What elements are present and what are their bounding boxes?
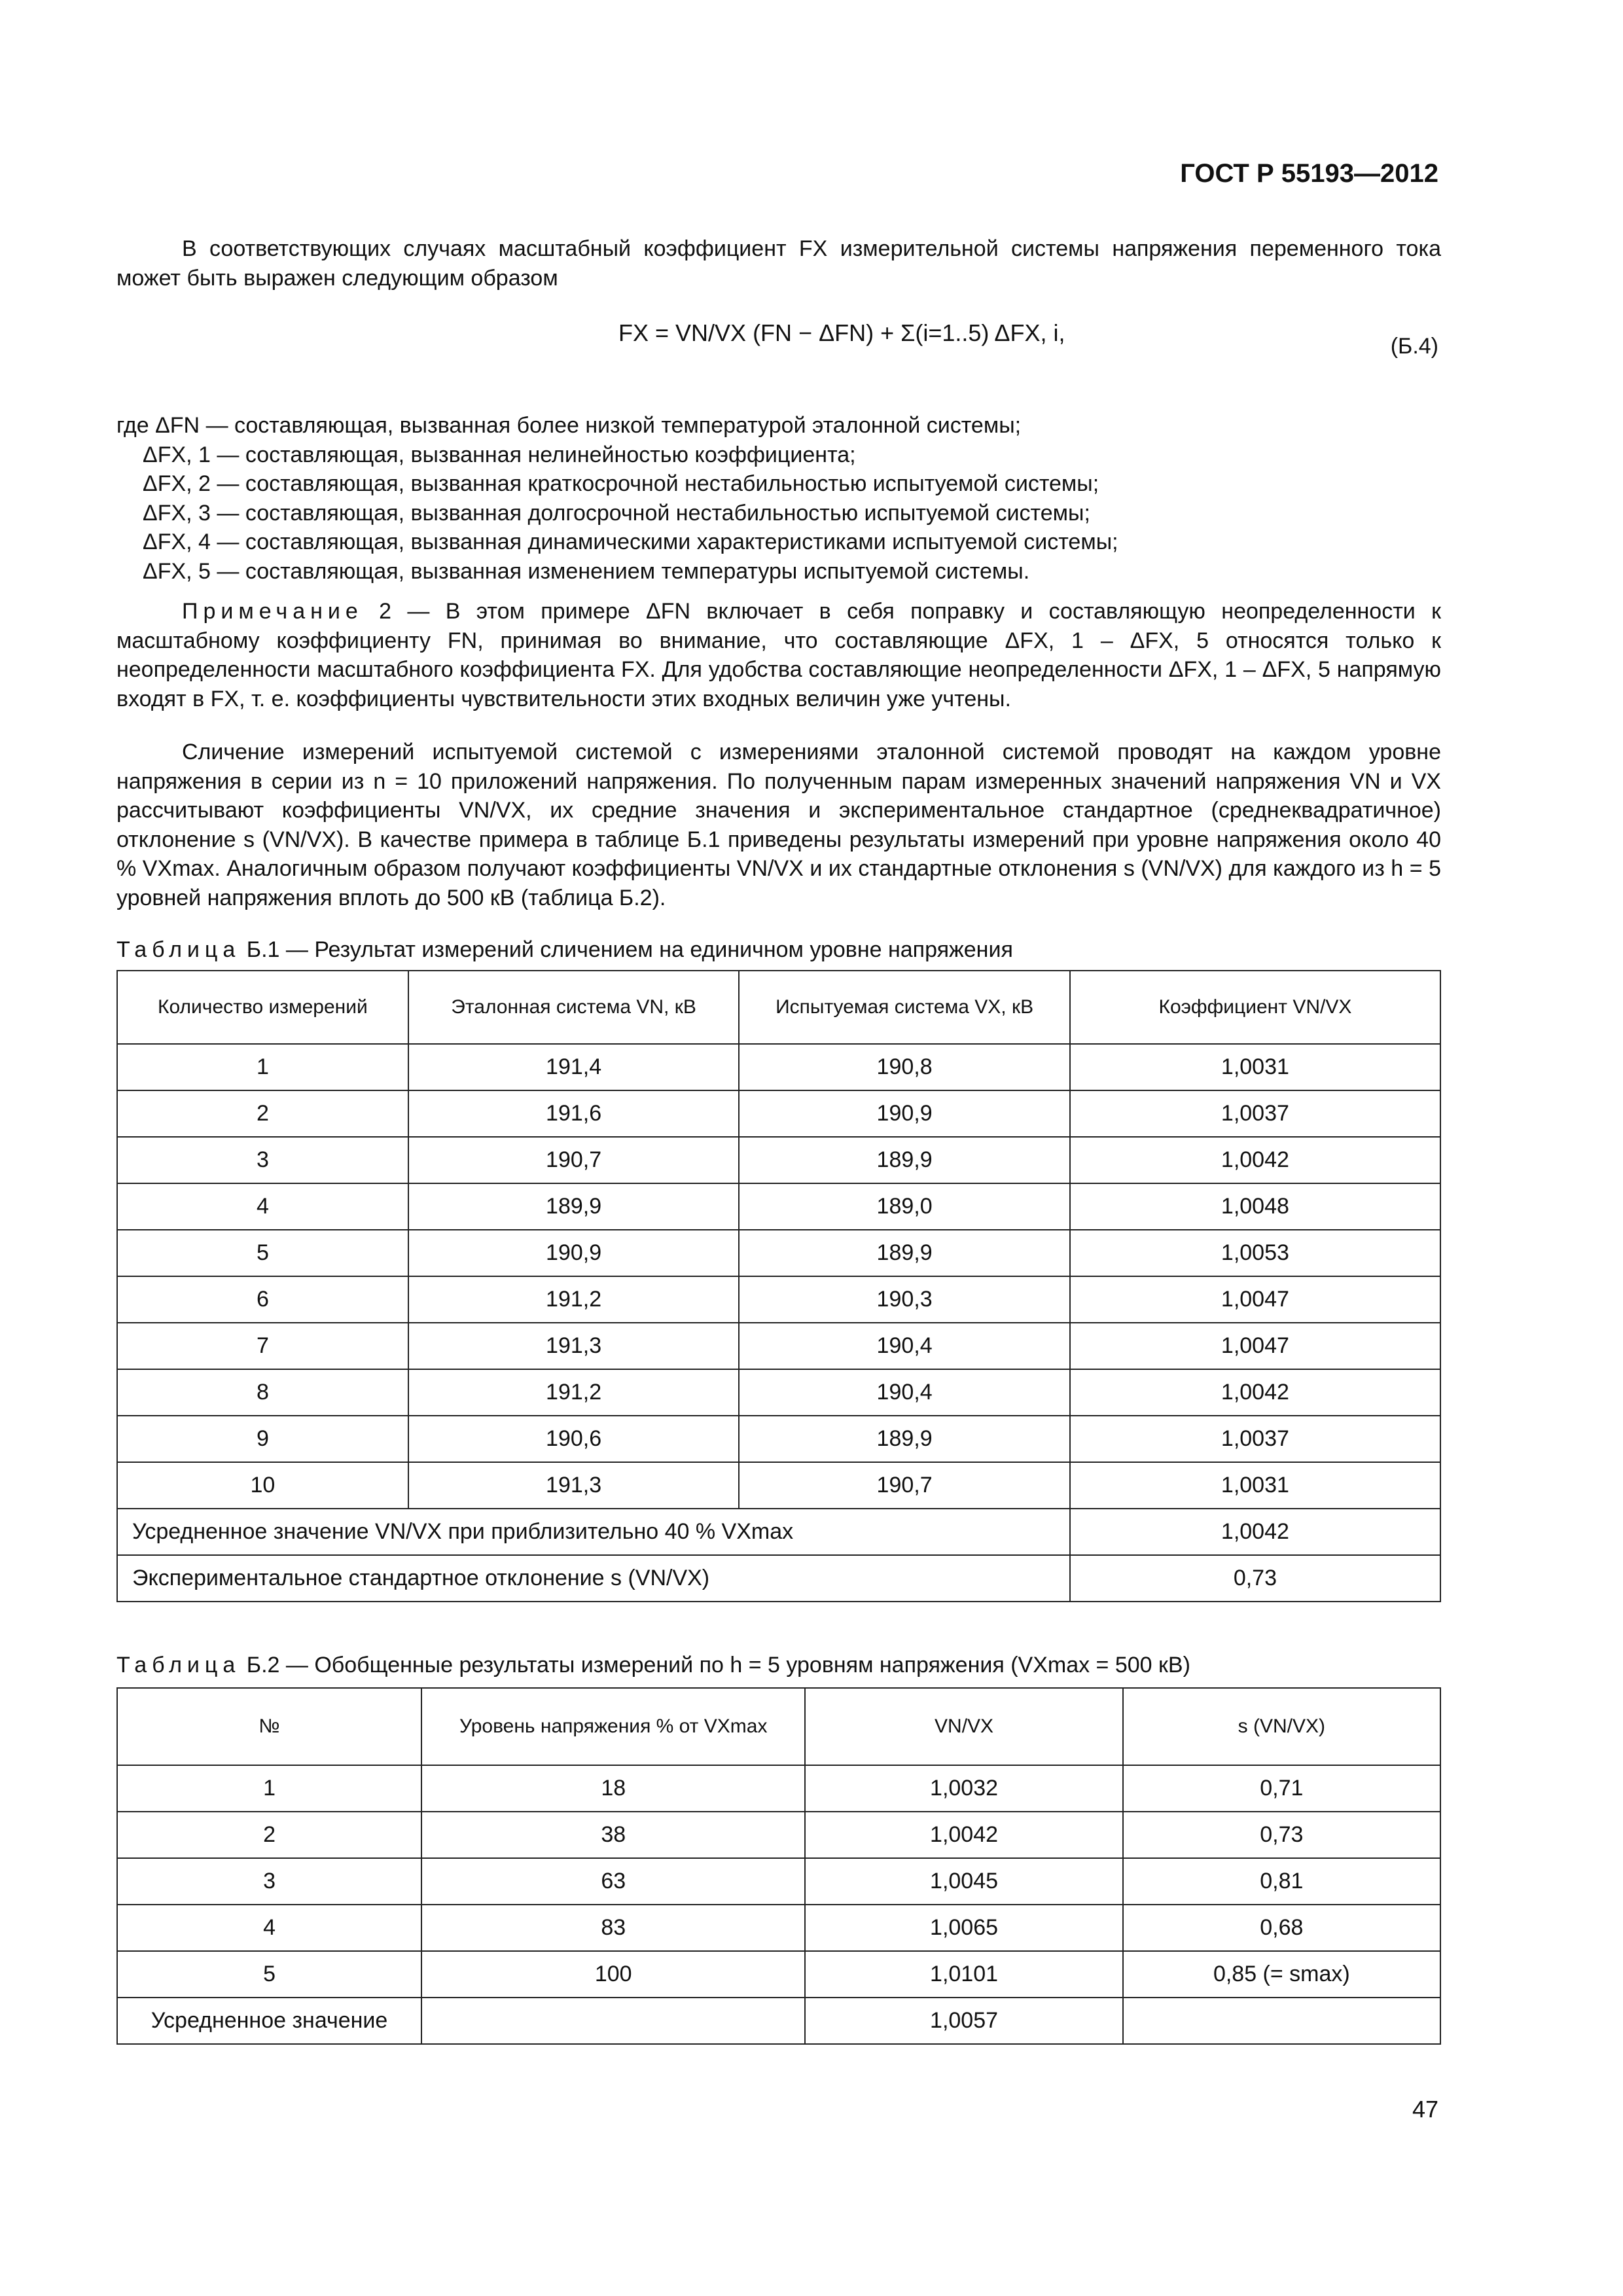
definitions-list: [116, 411, 1441, 586]
definition-item: ΔFX, 1 — составляющая, вызванная нелинейностью коэффициента;: [143, 442, 856, 467]
definition-item: где ΔFN — составляющая, вызванная более низкой температурой эталонной системы;: [116, 413, 1022, 438]
column-header: s (VN/VX): [1123, 1688, 1440, 1765]
column-header: Эталонная система VN, кВ: [408, 971, 740, 1044]
table-row: 3 63 1,0045 0,81: [117, 1858, 1440, 1905]
summary-row: Усредненное значение VN/VX при приблизительно 40 % VXmax 1,0042: [117, 1509, 1440, 1555]
column-header: Уровень напряжения % от VXmax: [421, 1688, 805, 1765]
table-row: 3 190,7 189,9 1,0042: [117, 1137, 1440, 1183]
table2-caption: Таблица Б.2 — Обобщенные результаты измерений по h = 5 уровням напряжения (VXmax = 500 кВ): [116, 1653, 1190, 1677]
table-row: 8 191,2 190,4 1,0042: [117, 1369, 1440, 1416]
column-header: Количество измерений: [117, 971, 408, 1044]
table-header-row: [117, 1688, 1440, 1765]
table-row: 5 190,9 189,9 1,0053: [117, 1230, 1440, 1276]
definition-item: ΔFX, 5 — составляющая, вызванная изменением температуры испытуемой системы.: [143, 558, 1030, 584]
note-paragraph: [116, 597, 1441, 713]
table-row: 1 191,4 190,8 1,0031: [117, 1044, 1440, 1090]
formula-b4: FX = VN/VX (FN − ΔFN) + Σ(i=1..5) ΔFX, i,: [618, 319, 1065, 346]
table-row: 9 190,6 189,9 1,0037: [117, 1416, 1440, 1462]
table-row: 7 191,3 190,4 1,0047: [117, 1323, 1440, 1369]
note-label: Примечание: [182, 599, 363, 624]
page-number: 47: [1412, 2096, 1438, 2123]
summary-row: Экспериментальное стандартное отклонение s (VN/VX) 0,73: [117, 1555, 1440, 1602]
method-paragraph: Сличение измерений испытуемой системой с измерениями эталонной системой проводят на каждом уровне напряжения в серии из n = 10 приложений напряжения. По полученным парам измеренных значений напряжения VN и VX рассчитывают коэффициенты VN/VX, их средние значения и экспериментальное стандартное (среднеквадратичное) отклонение s (VN/VX). В качестве примера в таблице Б.1 приведены результаты измерений при уровне напряжения около 40 % VXmax. Аналогичным образом получают коэффициенты VN/VX и их стандартные отклонения s (VN/VX) для каждого из h = 5 уровней напряжения вплоть до 500 кВ (таблица Б.2).: [116, 740, 1441, 910]
column-header: Коэффициент VN/VX: [1070, 971, 1440, 1044]
table-row: 6 191,2 190,3 1,0047: [117, 1276, 1440, 1323]
table-row: 5 100 1,0101 0,85 (= smax): [117, 1951, 1440, 1998]
table-row: 4 83 1,0065 0,68: [117, 1905, 1440, 1951]
document-id: ГОСТ Р 55193—2012: [1180, 159, 1438, 188]
column-header: VN/VX: [805, 1688, 1122, 1765]
table-b2: [116, 1687, 1441, 2045]
definition-item: ΔFX, 2 — составляющая, вызванная краткосрочной нестабильностью испытуемой системы;: [143, 471, 1099, 496]
table-row: 4 189,9 189,0 1,0048: [117, 1183, 1440, 1230]
column-header: Испытуемая система VX, кВ: [739, 971, 1070, 1044]
intro-paragraph: В соответствующих случаях масштабный коэффициент FX измерительной системы напряжения переменного тока может быть выражен следующим образом: [116, 236, 1441, 291]
summary-row: Усредненное значение 1,0057: [117, 1998, 1440, 2044]
table1-caption: Таблица Б.1 — Результат измерений сличением на единичном уровне напряжения: [116, 937, 1013, 962]
table-row: 10 191,3 190,7 1,0031: [117, 1462, 1440, 1509]
table-row: 2 191,6 190,9 1,0037: [117, 1090, 1440, 1137]
table-header-row: [117, 971, 1440, 1044]
table-row: 1 18 1,0032 0,71: [117, 1765, 1440, 1812]
table-b1: [116, 970, 1441, 1602]
formula-number: (Б.4): [1390, 334, 1438, 359]
table-row: 2 38 1,0042 0,73: [117, 1812, 1440, 1858]
column-header: №: [117, 1688, 421, 1765]
note-text: 2 — В этом примере ΔFN включает в себя поправку и составляющую неопределенности к масштабному коэффициенту FN, принимая во внимание, что составляющие ΔFX, 1 – ΔFX, 5 относятся только к неопределенности масштабного коэффициента FX. Для удобства составляющие неопределенности ΔFX, 1 – ΔFX, 5 напрямую входят в FX, т. е. коэффициенты чувствительности этих входных величин уже учтены.: [116, 599, 1441, 711]
definition-item: ΔFX, 4 — составляющая, вызванная динамическими характеристиками испытуемой системы;: [143, 529, 1118, 554]
definition-item: ΔFX, 3 — составляющая, вызванная долгосрочной нестабильностью испытуемой системы;: [143, 500, 1090, 526]
